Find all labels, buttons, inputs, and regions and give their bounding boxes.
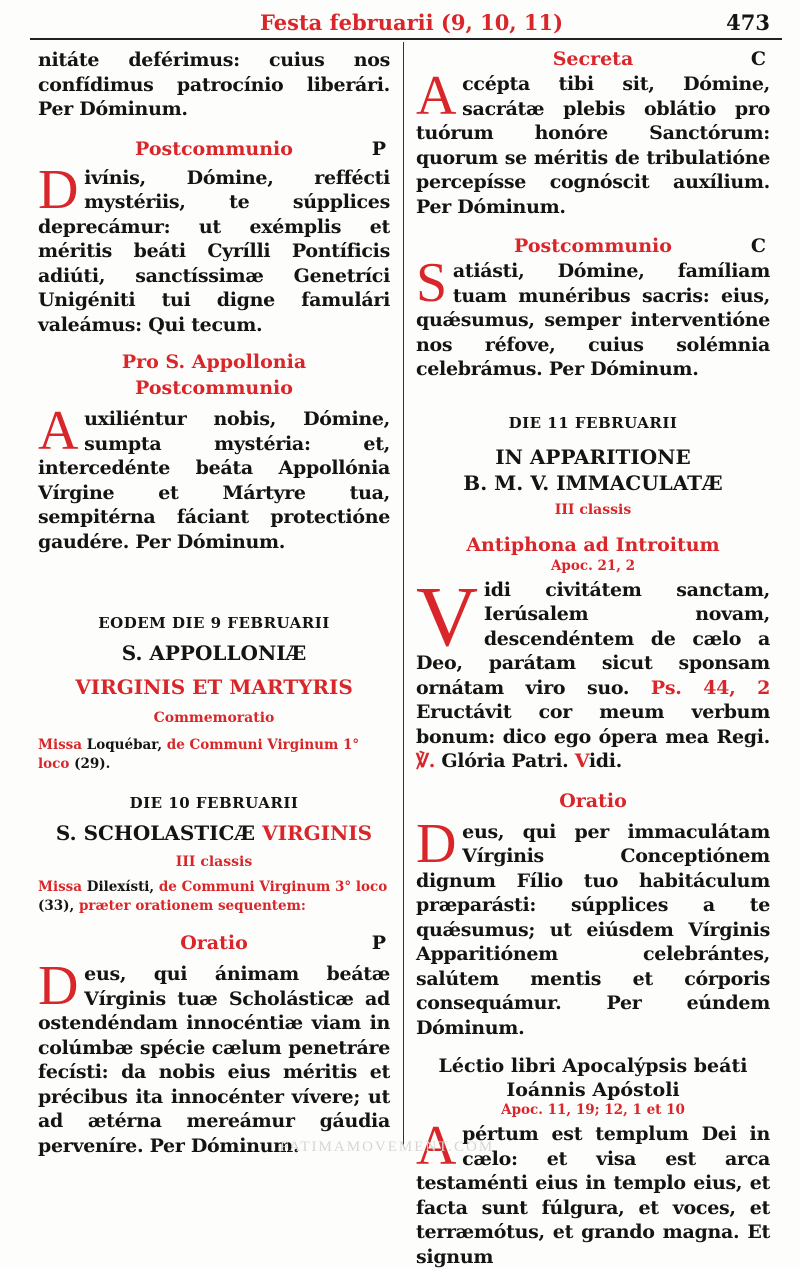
page-number: 473	[726, 10, 770, 35]
oratio-heading-right: Oratio	[559, 789, 627, 812]
date-label-9: EODEM DIE 9 FEBRUARII	[98, 614, 330, 632]
appollonia-body: uxiliéntur nobis, Dómine, sumpta mystéria: et, intercedénte beáta Appollónia Vírgine et Mártyre tua, sempitérna fáciant protectióne gaudére. Per Dóminum.	[38, 408, 390, 553]
lectio-ref: Apoc. 11, 19; 12, 1 et 10	[501, 1102, 685, 1118]
appollonia-subheading: Postcommunio	[135, 377, 293, 399]
right-column	[416, 42, 770, 1269]
missa-num: (33),	[38, 898, 75, 914]
watermark: FATIMAMOVEMENT.COM	[280, 1139, 495, 1155]
repeat-initial: V	[574, 750, 589, 772]
oratio-body: eus, qui per immaculátam Vírginis Conceptiónem dignum Fílio tuo habitáculum præparásti: súpplices a te quǽsumus; ut eiúsdem Vírginis Apparitiónem celebrántes, salútem mentis et córporis consequámur. Per eúndem Dóminum.	[416, 820, 770, 1039]
oratio-text-right	[416, 812, 770, 1041]
missa-incipit: Dilexísti,	[86, 879, 155, 895]
drop-cap: D	[416, 812, 457, 875]
drop-cap: D	[38, 158, 79, 221]
psalm-ref: Ps. 44, 2	[650, 676, 770, 699]
feast-title-apparition: IN APPARITIONE	[495, 444, 691, 469]
psalm-text: Eructávit cor meum verbum bonum: dico ego ópera mea Regi.	[416, 701, 770, 748]
oratio-label: Oratio	[180, 932, 248, 954]
gloria-text: Glória Patri.	[441, 750, 569, 772]
date-label-11: DIE 11 FEBRUARII	[508, 413, 678, 432]
secreta-text	[416, 65, 770, 219]
missa-label: Missa	[38, 737, 83, 753]
postcommunio-text	[38, 158, 390, 338]
drop-cap: V	[416, 567, 478, 664]
postcommunio-body: atiásti, Dómine, famíliam tuam munéribus sacris: eius, quǽsumus, semper interventióne nos réfove, cuius solémnia celebrámus. Per Dóminum.	[416, 260, 770, 380]
missa-rubric-9	[38, 736, 390, 774]
oratio-body: eus, qui ánimam beátæ Vírginis tuæ Scholásticæ ad ostendéndam innocéntiæ viam in colúmbæ spécie cælum penetráre fecísti: da nobis eius méritis et précibus ita innocénter vívere; ut ad ætérna mereámur gáudia perveníre. Per Dóminum.	[38, 963, 390, 1157]
postcommunio-body: ivínis, Dómine, reffécti mystériis, te súpplices deprecámur: ut exémplis et méritis beáti Cyrílli Pontíficis adiúti, sanctíssimæ Genetríci Unigéniti tui digne famulári valeámus: Qui tecum.	[38, 166, 390, 336]
antiphona-body: idi civitátem sanctam, Ierúsalem novam, descendéntem de cælo a Deo, parátam sicut sponsam ornátam viro suo.	[416, 578, 770, 699]
missa-num: (29).	[74, 756, 111, 772]
commemoratio-label: Commemoratio	[153, 710, 275, 726]
feast-title-appollonia: S. APPOLLONIÆ	[121, 641, 307, 665]
lectio-subheading: Ioánnis Apóstoli	[506, 1079, 680, 1101]
missa-ref: de Communi Virginum 3° loco	[158, 879, 388, 895]
secreta-marker: C	[750, 48, 766, 70]
page-header	[0, 0, 800, 42]
missa-ref: de Communi Virginum 1° loco	[38, 737, 360, 772]
secreta-body: ccépta tibi sit, Dómine, sacrátæ plebis oblátio pro tuórum honóre Sanctórum: quorum se méritis de tribulatióne percepísse cognóscit auxílium. Per Dóminum.	[416, 73, 770, 218]
oratio-heading	[38, 930, 390, 956]
postcommunio-label: Postcommunio	[135, 137, 293, 160]
missa-incipit: Loquébar,	[86, 737, 163, 753]
oratio-text	[38, 955, 390, 1158]
versicle-mark: ℣.	[416, 750, 436, 772]
oratio-marker: P	[371, 932, 386, 954]
drop-cap: S	[416, 252, 447, 314]
appollonia-text	[38, 400, 390, 554]
missa-tail: præter orationem sequentem:	[78, 898, 306, 914]
feast-subtitle-apparition: B. M. V. IMMACULATÆ	[463, 470, 723, 495]
secreta-label: Secreta	[552, 48, 634, 70]
feast-title-scholastica	[38, 820, 390, 846]
appollonia-heading: Pro S. Appollonia	[121, 351, 307, 373]
postcommunio-heading-right	[416, 233, 770, 259]
postcommunio-heading	[38, 136, 390, 162]
missa-rubric-10	[38, 878, 390, 916]
postcommunio-text-right	[416, 252, 770, 382]
header-rule	[30, 38, 782, 40]
title-red: VIRGINIS	[262, 821, 373, 845]
left-column	[38, 42, 390, 1158]
postcommunio-marker: P	[371, 137, 386, 160]
antiphona-heading: Antiphona ad Introitum	[466, 533, 720, 556]
class-label-10: III classis	[175, 854, 253, 870]
continued-text: nitáte deférimus: cuius nos confídimus patrocínio liberári. Per Dóminum.	[38, 49, 390, 120]
date-label-10: DIE 10 FEBRUARII	[129, 794, 299, 812]
lectio-body: pértum est templum Dei in cælo: et visa est arca testaménti eius in templo eius, et facta sunt fúlgura, et voces, et terræmótus, et grando magna. Et signum	[416, 1123, 770, 1268]
missa-label: Missa	[38, 879, 83, 895]
column-divider	[403, 42, 404, 1147]
lectio-heading: Léctio libri Apocalýpsis beáti	[438, 1055, 748, 1077]
drop-cap: A	[38, 400, 79, 462]
drop-cap: A	[416, 1115, 457, 1177]
antiphona-text	[416, 567, 770, 774]
antiphona-ref: Apoc. 21, 2	[550, 557, 636, 574]
drop-cap: D	[38, 955, 79, 1017]
postcommunio-label: Postcommunio	[514, 235, 672, 257]
drop-cap: A	[416, 65, 457, 127]
header-title: Festa februarii (9, 10, 11)	[260, 10, 564, 35]
secreta-heading	[416, 46, 770, 72]
repeat-rest: idi.	[588, 750, 622, 772]
title-black: S. SCHOLASTICÆ	[55, 821, 256, 845]
feast-subtitle-appollonia: VIRGINIS ET MARTYRIS	[75, 675, 353, 699]
class-label-11: III classis	[554, 501, 632, 518]
postcommunio-marker: C	[750, 235, 766, 257]
